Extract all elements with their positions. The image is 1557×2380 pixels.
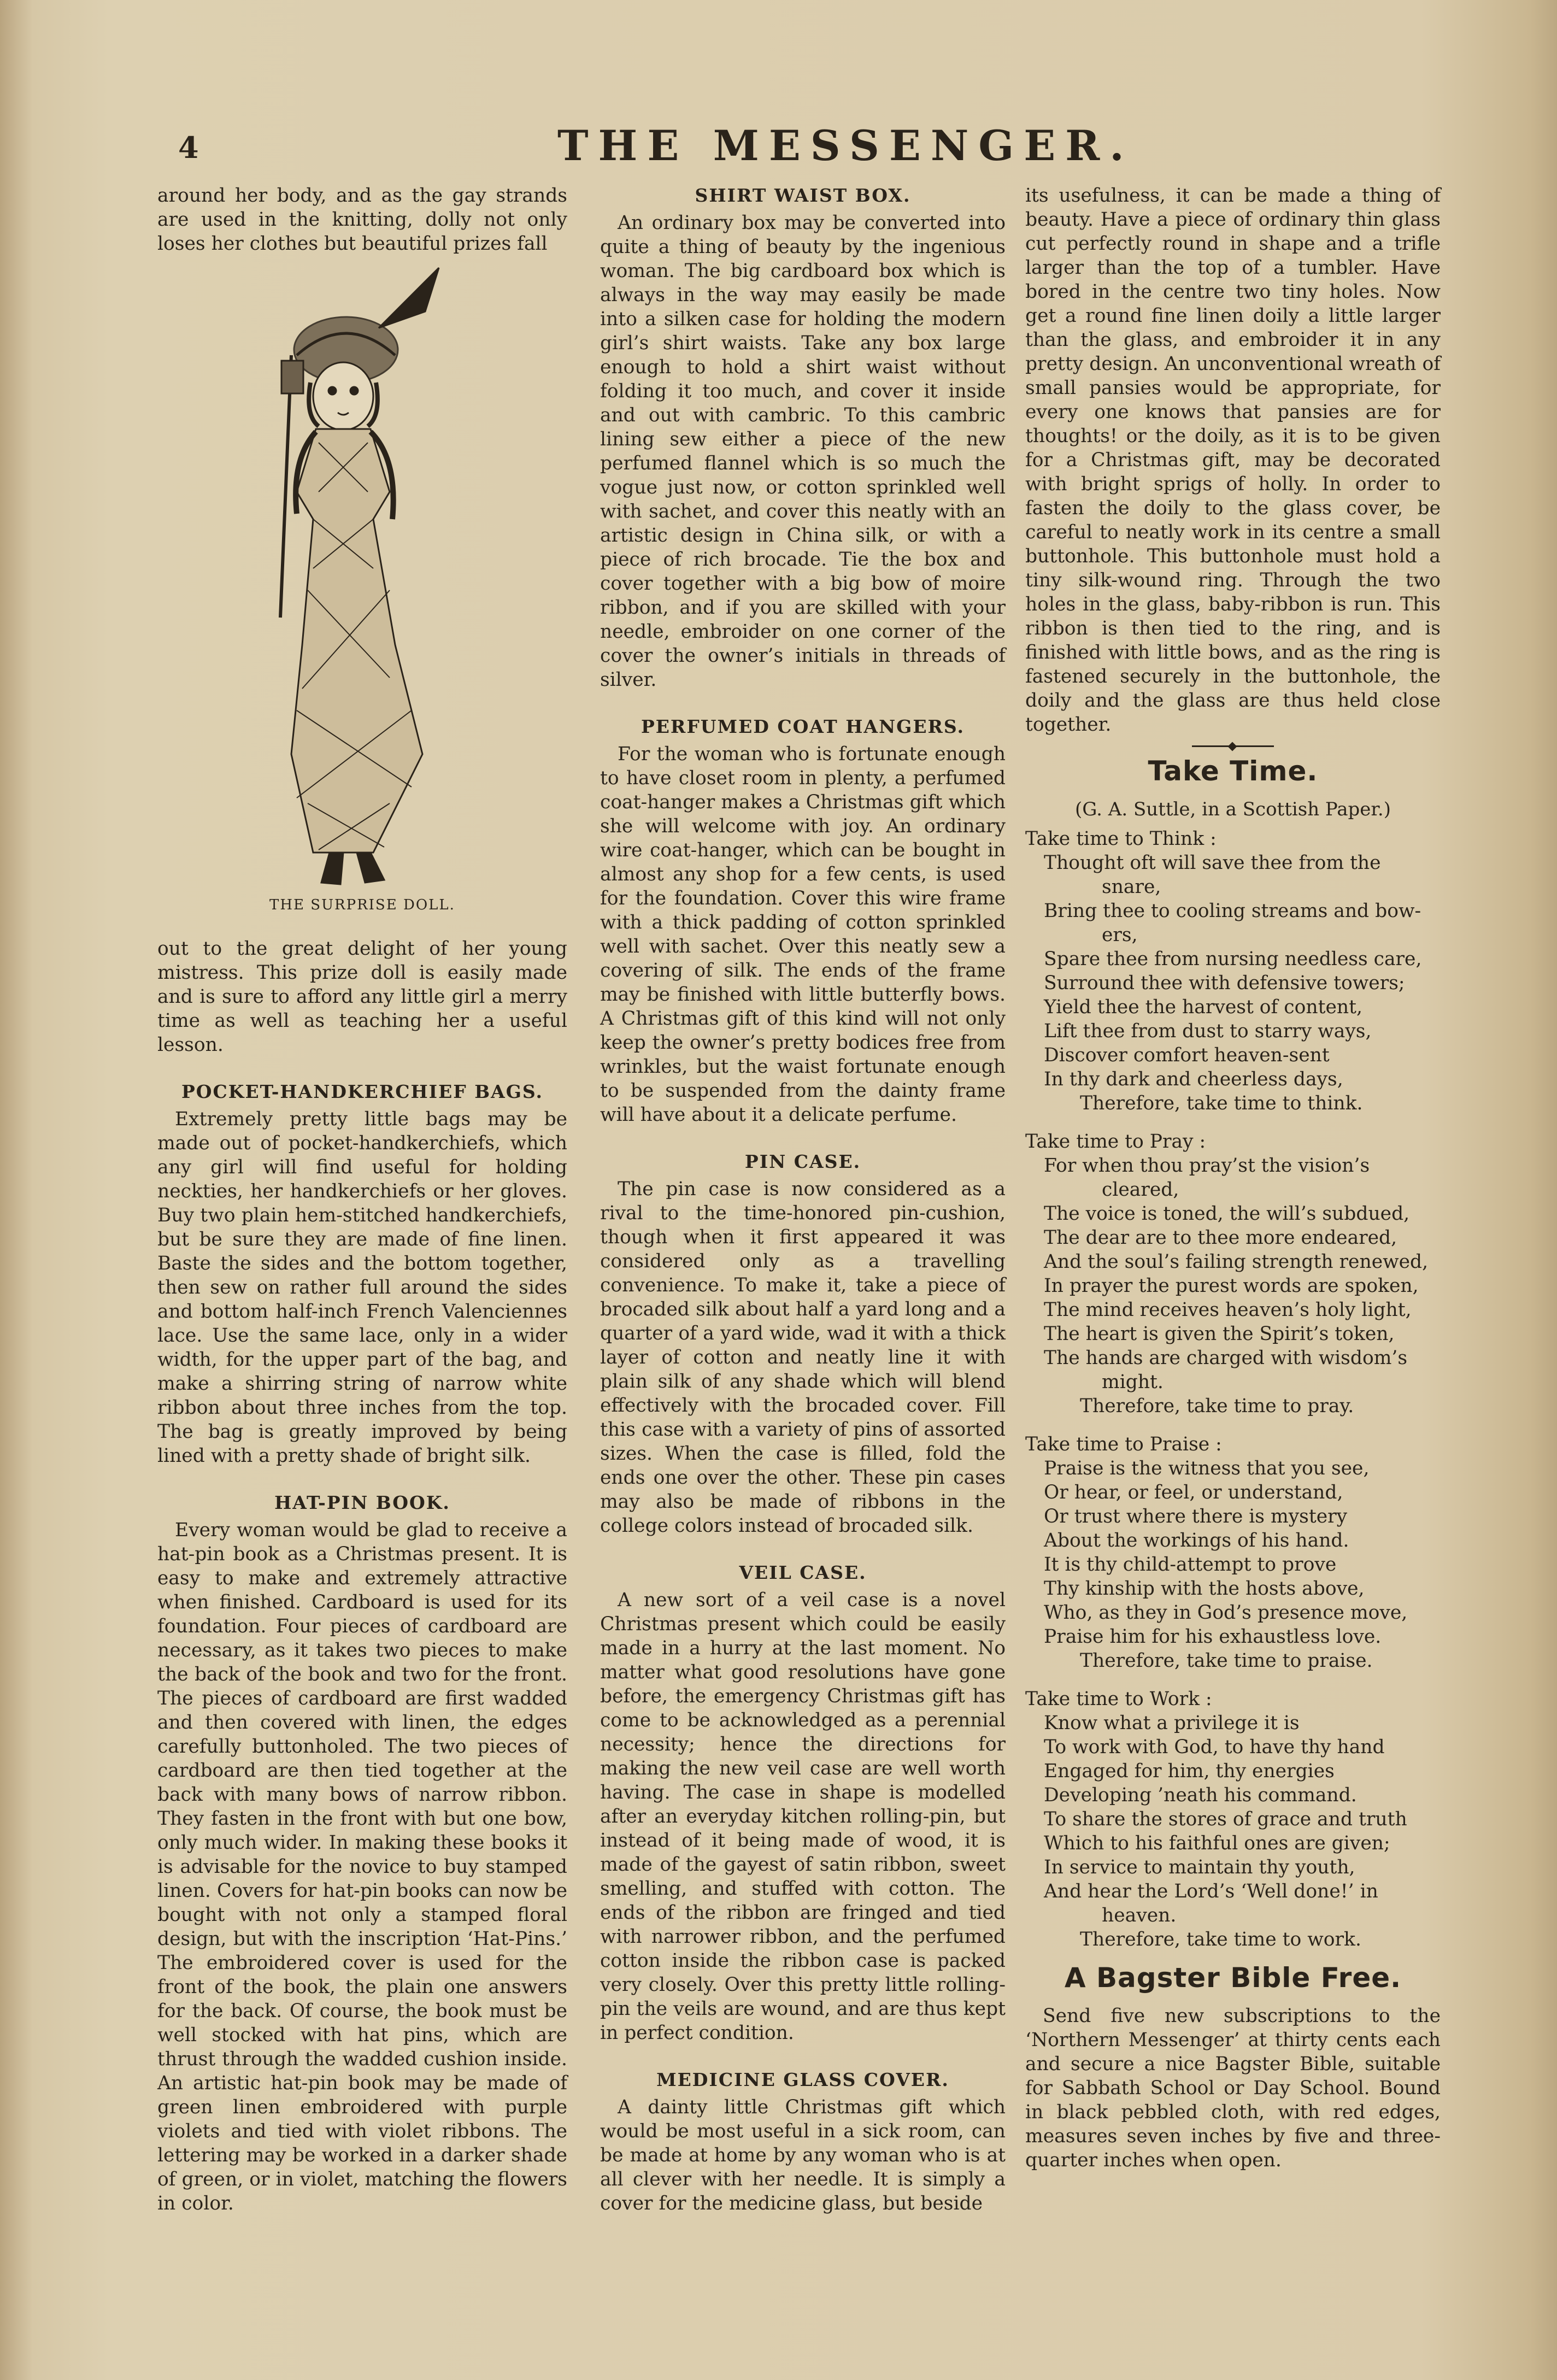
masthead-title: THE MESSENGER.: [557, 121, 1134, 170]
divider-ornament: [1192, 745, 1274, 747]
column-right: [1025, 184, 1441, 2172]
surprise-doll-illustration: [209, 262, 515, 891]
poem-line: To work with God, to have thy hand: [1044, 1736, 1385, 1758]
poem-refrain: Therefore, take time to praise.: [1080, 1650, 1373, 1672]
bible-offer-title: A Bagster Bible Free.: [1064, 1962, 1402, 1994]
poem-line: The dear are to thee more endeared,: [1044, 1227, 1397, 1249]
heading-veil-case: VEIL CASE.: [739, 1562, 867, 1583]
figure-caption: THE SURPRISE DOLL.: [269, 897, 455, 913]
poem-line: In service to maintain thy youth,: [1044, 1856, 1355, 1878]
heading-pocket-handkerchief-bags: POCKET-HANDKERCHIEF BAGS.: [181, 1081, 544, 1102]
poem-line: Surround thee with defensive towers;: [1044, 972, 1405, 994]
stanza-praise: [1025, 1432, 1441, 1673]
bible-offer-text: Send five new subscriptions to the ‘Northern Messenger’ at thirty cents each and secure a nice Bagster Bible, suitable for Sabbath School or Day School. Bound in black pebbled cloth, with red edges, measures seven inches by five and three-quarter inches when open.: [1025, 2005, 1441, 2171]
heading-shirt-waist-box: SHIRT WAIST BOX.: [695, 185, 911, 206]
poem-line: Or trust where there is mystery: [1044, 1506, 1348, 1527]
poem-line: Thy kinship with the hosts above,: [1044, 1578, 1365, 1600]
poem-line: Who, as they in God’s presence move,: [1044, 1602, 1408, 1624]
article-perfumed-coat-hangers: For the woman who is fortunate enough to have closet room in plenty, a perfumed coat-hanger makes a Christmas gift which she will welcome with joy. An ordinary wire coat-hanger, which can be bought in almost any shop for a few cents, is used for the foundation. Cover this wire frame with a thick padding of cotton sprinkled well with sachet. Over this neatly sew a covering of silk. The ends of the frame may be finished with little butterfly bows. A Christmas gift of this kind will not only keep the owner’s pretty bodices free from wrinkles, but the waist fortunate enough to be suspended from the dainty frame will have about it a delicate perfume.: [600, 743, 1006, 1126]
page-number: 4: [178, 130, 199, 165]
article-shirt-waist-box: An ordinary box may be converted into quite a thing of beauty by the ingenious woman. The big cardboard box which is always in the way may easily be made into a silken case for holding the modern girl’s shirt waists. Take any box large enough to hold a shirt waist without folding it too much, and cover it inside and out with cambric. To this cambric lining sew either a piece of the new perfumed flannel which is so much the vogue just now, or cotton sprinkled well with sachet, and cover this neatly with an artistic design in China silk, or with a piece of rich brocade. Tie the box and cover together with a big bow of moire ribbon, and if you are skilled with your needle, embroider on one corner of the cover the owner’s initials in threads of silver.: [600, 212, 1006, 691]
article-veil-case: A new sort of a veil case is a novel Christmas present which could be easily made in a hurry at the last moment. No matter what good resolutions have gone before, the emergency Christmas gift has come to be acknowledged as a perennial necessity; hence the directions for making the new veil case are well worth having. The case in shape is modelled after an everyday kitchen rolling-pin, but instead of it being made of wood, it is made of the gayest of satin ribbon, sweet smelling, and stuffed with cotton. The ends of the ribbon are fringed and tied with narrower ribbon, and the perfumed cotton inside the ribbon case is packed very closely. Over this pretty little rolling-pin the veils are wound, and are thus kept in perfect condition.: [600, 1589, 1006, 2044]
poem-byline: (G. A. Suttle, in a Scottish Paper.): [1074, 798, 1391, 820]
article-hat-pin-book: Every woman would be glad to receive a hat-pin book as a Christmas present. It is easy to make and extremely attractive when finished. Cardboard is used for its foundation. Four pieces of cardboard are necessary, as it takes two pieces to make the back of the book and two for the front. The pieces of cardboard are first wadded and then covered with linen, the edges carefully buttonholed. The two pieces of cardboard are then tied together at the back with many bows of narrow ribbon. They fasten in the front with but one bow, only much wider. In making these books it is advisable for the novice to buy stamped linen. Covers for hat-pin books can now be bought with not only a stamped floral design, but with the inscription ‘Hat-Pins.’ The embroidered cover is used for the front of the book, the plain one answers for the back. Of course, the book must be well stocked with hat pins, which are thrust through the wadded cushion inside. An artistic hat-pin book may be made of green linen embroidered with purple violets and tied with violet ribbons. The lettering may be worked in a darker shade of green, or in violet, matching the flowers in color.: [157, 1519, 567, 2214]
poem-line: Know what a privilege it is: [1044, 1712, 1300, 1734]
stanza-think: [1025, 827, 1441, 1115]
article-medicine-glass-cover: A dainty little Christmas gift which would be most useful in a sick room, can be made at home by any woman who is at all clever with her needle. It is simply a cover for the medicine glass, but beside: [600, 2096, 1006, 2214]
poem-line: Or hear, or feel, or understand,: [1044, 1482, 1343, 1503]
poem-line: For when thou pray’st the vision’s: [1044, 1155, 1370, 1177]
stanza-lead: Take time to Pray :: [1025, 1131, 1206, 1153]
poem-line: Yield thee the harvest of content,: [1044, 996, 1362, 1018]
heading-pin-case: PIN CASE.: [744, 1151, 861, 1172]
stanza-work: [1025, 1687, 1441, 1952]
stanza-lead: Take time to Praise :: [1025, 1433, 1222, 1455]
heading-perfumed-coat-hangers: PERFUMED COAT HANGERS.: [641, 716, 965, 737]
column-left: [157, 184, 567, 2216]
poem-line: In thy dark and cheerless days,: [1044, 1068, 1343, 1090]
stanza-pray: [1025, 1130, 1441, 1418]
poem-line: cleared,: [1102, 1179, 1179, 1201]
medicine-glass-continued: its usefulness, it can be made a thing of beauty. Have a piece of ordinary thin glass cut perfectly round in shape and a trifle larger than the top of a tumbler. Have bored in the centre two tiny holes. Now get a round fine linen doily a little larger than the glass, and embroider it in any pretty design. An unconventional wreath of small pansies would be appropriate, for every one knows that pansies are for thoughts! or the doily, as it is to be given for a Christmas gift, may be decorated with bright sprigs of holly. In order to fasten the doily to the glass cover, be careful to neatly work in its centre a small buttonhole. This buttonhole must hold a tiny silk-wound ring. Through the two holes in the glass, baby-ribbon is run. This ribbon is then tied to the ring, and is finished with little bows, and as the ring is fastened securely in the buttonhole, the doily and the glass are thus held close together.: [1025, 185, 1441, 736]
poem-line: Thought oft will save thee from the: [1044, 852, 1381, 874]
poem-line: The heart is given the Spirit’s token,: [1044, 1323, 1395, 1345]
poem-line: snare,: [1102, 876, 1161, 898]
poem-line: Developing ’neath his command.: [1044, 1784, 1357, 1806]
poem-line: Discover comfort heaven-sent: [1044, 1044, 1330, 1066]
heading-medicine-glass-cover: MEDICINE GLASS COVER.: [656, 2069, 949, 2090]
poem-line: Which to his faithful ones are given;: [1044, 1832, 1390, 1854]
poem-line: Praise him for his exhaustless love.: [1044, 1626, 1382, 1648]
column-middle: [600, 184, 1006, 2216]
poem-line: Spare thee from nursing needless care,: [1044, 948, 1422, 970]
poem-line: Lift thee from dust to starry ways,: [1044, 1020, 1372, 1042]
poem-refrain: Therefore, take time to think.: [1080, 1092, 1363, 1114]
poem-line: And hear the Lord’s ‘Well done!’ in: [1044, 1881, 1378, 1902]
poem-line: Praise is the witness that you see,: [1044, 1458, 1370, 1479]
stanza-lead: Take time to Work :: [1025, 1688, 1212, 1710]
poem-line: ers,: [1102, 924, 1138, 946]
poem-line: In prayer the purest words are spoken,: [1044, 1275, 1419, 1297]
poem-refrain: Therefore, take time to pray.: [1080, 1395, 1354, 1417]
poem-title: Take Time.: [1148, 755, 1318, 787]
poem-line: It is thy child-attempt to prove: [1044, 1554, 1337, 1576]
poem-line: Engaged for him, thy energies: [1044, 1760, 1335, 1782]
stanza-lead: Take time to Think :: [1025, 828, 1217, 850]
poem-line: To share the stores of grace and truth: [1044, 1808, 1407, 1830]
poem-line: And the soul’s failing strength renewed,: [1044, 1251, 1429, 1273]
poem-refrain: Therefore, take time to work.: [1080, 1929, 1361, 1950]
poem-line: Bring thee to cooling streams and bow-: [1044, 900, 1421, 922]
poem-line: About the workings of his hand.: [1044, 1530, 1349, 1552]
heading-hat-pin-book: HAT-PIN BOOK.: [274, 1492, 450, 1513]
article-pocket-handkerchief-bags: Extremely pretty little bags may be made out of pocket-handkerchiefs, which any girl will find useful for holding neckties, her handkerchiefs or her gloves. Buy two plain hem-stitched handkerchiefs, but be sure they are made of fine linen. Baste the sides and the bottom together, then sew on rather full around the sides and bottom half-inch French Valenciennes lace. Use the same lace, only in a wider width, for the upper part of the bag, and make a shirring string of narrow white ribbon about three inches from the top. The bag is greatly improved by being lined with a pretty shade of bright silk.: [157, 1108, 567, 1467]
poem-line: heaven.: [1102, 1905, 1177, 1926]
poem-line: The hands are charged with wisdom’s: [1044, 1347, 1408, 1369]
poem-line: might.: [1102, 1371, 1164, 1393]
poem-line: The mind receives heaven’s holy light,: [1044, 1299, 1412, 1321]
doll-article-intro: around her body, and as the gay strands are used in the knitting, dolly not only loses her clothes but beautiful prizes fall: [157, 185, 567, 255]
article-pin-case: The pin case is now considered as a rival to the time-honored pin-cushion, though when it first appeared it was considered only as a travelling convenience. To make it, take a piece of brocaded silk about half a yard long and a quarter of a yard wide, wad it with a thick layer of cotton and neatly line it with plain silk of any shade which will blend effectively with the brocaded cover. Fill this case with a variety of pins of assorted sizes. When the case is filled, fold the ends one over the other. These pin cases may also be made of ribbons in the college colors instead of brocaded silk.: [600, 1178, 1006, 1537]
poem-line: The voice is toned, the will’s subdued,: [1044, 1203, 1410, 1225]
doll-article-continued: out to the great delight of her young mistress. This prize doll is easily made and is sure to afford any little girl a merry time as well as teaching her a useful lesson.: [157, 938, 567, 1056]
